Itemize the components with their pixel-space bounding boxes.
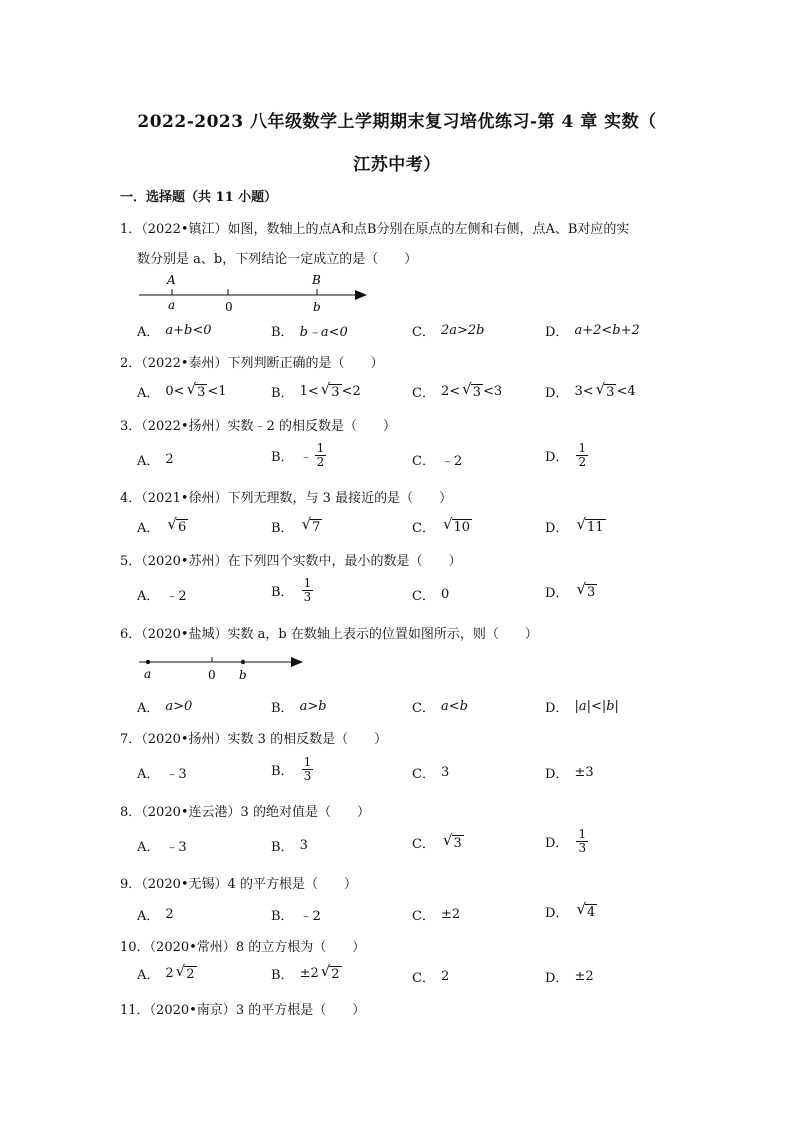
option-letter: B． bbox=[271, 701, 294, 716]
axis-arrow bbox=[291, 657, 303, 667]
option-C[interactable] bbox=[412, 967, 449, 986]
question-number: 9． bbox=[120, 877, 142, 892]
sqrt-expression: √ 6 bbox=[167, 515, 187, 536]
option-letter: C． bbox=[412, 837, 435, 852]
radicand: 7 bbox=[312, 520, 321, 536]
option-C[interactable] bbox=[412, 321, 484, 340]
option-sign: ﹣ bbox=[299, 449, 313, 465]
option-B[interactable] bbox=[271, 517, 322, 536]
sqrt-expression: √ 3 bbox=[320, 380, 340, 401]
radicand: 3 bbox=[197, 385, 206, 401]
question-number: 6． bbox=[120, 627, 142, 642]
label-a: a bbox=[168, 298, 176, 312]
option-letter: A． bbox=[137, 767, 160, 782]
sqrt-expression: √ 3 bbox=[576, 580, 596, 601]
question-text: 如图，数轴上的点A和点B分别在原点的左侧和右侧，点A、B对应的实 bbox=[227, 222, 630, 237]
option-value: ±2 bbox=[440, 907, 461, 922]
question-source: （2020•常州） bbox=[149, 940, 236, 955]
option-C[interactable] bbox=[412, 450, 462, 469]
question-number: 2． bbox=[120, 356, 142, 371]
option-D[interactable] bbox=[545, 382, 636, 401]
option-C[interactable] bbox=[412, 382, 502, 401]
option-letter: B． bbox=[271, 840, 294, 855]
denominator: 3 bbox=[303, 589, 312, 604]
option-D[interactable] bbox=[545, 967, 594, 986]
option-letter: C． bbox=[412, 701, 435, 716]
question-2 bbox=[120, 352, 384, 371]
radicand: 3 bbox=[331, 385, 340, 401]
option-B[interactable] bbox=[271, 382, 361, 401]
radicand: 10 bbox=[453, 520, 471, 536]
option-value: b﹣a<0 bbox=[299, 325, 348, 340]
sqrt-expression: √ 3 bbox=[186, 380, 206, 401]
question-text: 3 的平方根是（ ） bbox=[235, 1003, 366, 1018]
question-6 bbox=[120, 623, 538, 642]
option-B[interactable] bbox=[271, 442, 328, 468]
question-source: （2020•南京） bbox=[149, 1003, 236, 1018]
fraction bbox=[302, 577, 314, 603]
question-text: 在下列四个实数中，最小的数是（ ） bbox=[227, 554, 462, 569]
label-zero: 0 bbox=[208, 668, 216, 682]
option-value: ﹣3 bbox=[165, 767, 187, 782]
question-text: 下列判断正确的是（ ） bbox=[227, 356, 384, 371]
option-value: 2 bbox=[440, 969, 450, 984]
option-letter: B． bbox=[271, 521, 294, 536]
page-title-line2: 江苏中考） bbox=[353, 155, 441, 175]
question-text: 3 的绝对值是（ ） bbox=[240, 805, 370, 820]
question-source: （2022•泰州） bbox=[141, 356, 228, 371]
option-A[interactable] bbox=[137, 905, 174, 924]
question-text: 8 的立方根为（ ） bbox=[235, 940, 366, 955]
option-A[interactable] bbox=[137, 697, 192, 716]
sqrt-expression: √ 10 bbox=[442, 515, 471, 536]
option-C[interactable] bbox=[412, 585, 449, 604]
option-value: a>0 bbox=[165, 699, 193, 714]
label-A: A bbox=[167, 273, 176, 287]
option-value: 2 bbox=[165, 452, 174, 467]
question-text: 下列无理数，与 3 最接近的是（ ） bbox=[227, 491, 453, 506]
option-letter: D． bbox=[545, 971, 569, 986]
number-line-figure-6 bbox=[135, 651, 315, 685]
radicand: 2 bbox=[331, 967, 340, 983]
question-number: 4． bbox=[120, 491, 142, 506]
option-A[interactable] bbox=[137, 964, 197, 983]
question-9 bbox=[120, 873, 357, 892]
option-C[interactable] bbox=[412, 697, 468, 716]
sqrt-expression: √ 3 bbox=[595, 380, 615, 401]
option-letter: C． bbox=[412, 589, 435, 604]
option-value: 0< bbox=[165, 384, 185, 399]
option-value: 3< bbox=[574, 384, 594, 399]
label-zero: 0 bbox=[225, 300, 233, 314]
fraction bbox=[315, 442, 327, 468]
option-C[interactable] bbox=[412, 833, 464, 852]
option-letter: A． bbox=[137, 386, 160, 401]
radicand: 4 bbox=[587, 905, 596, 921]
option-B[interactable] bbox=[271, 756, 315, 782]
option-letter: A． bbox=[137, 909, 160, 924]
option-value: ﹣2 bbox=[165, 589, 187, 604]
question-8 bbox=[120, 801, 370, 820]
sqrt-expression: √ 3 bbox=[442, 831, 462, 852]
option-B[interactable] bbox=[271, 321, 348, 340]
label-B: B bbox=[312, 273, 321, 287]
number-line-figure-1 bbox=[135, 271, 375, 315]
numerator: 1 bbox=[303, 576, 312, 590]
option-letter: B． bbox=[271, 968, 294, 983]
option-value: 0 bbox=[440, 587, 450, 602]
question-text: 4 的平方根是（ ） bbox=[227, 877, 357, 892]
option-letter: D． bbox=[545, 449, 569, 465]
radicand: 6 bbox=[177, 520, 187, 536]
sqrt-expression: √ 2 bbox=[320, 962, 340, 983]
option-letter: C． bbox=[412, 386, 435, 401]
option-letter: D． bbox=[545, 701, 569, 716]
label-a: a bbox=[144, 667, 152, 681]
option-value: 3 bbox=[299, 838, 308, 853]
option-A[interactable] bbox=[137, 517, 188, 536]
fraction bbox=[576, 828, 588, 854]
sqrt-expression: √ 2 bbox=[175, 962, 195, 983]
sqrt-expression: √ 4 bbox=[576, 900, 596, 921]
option-A[interactable] bbox=[137, 836, 187, 855]
option-value: 2 bbox=[165, 907, 174, 922]
option-value: ﹣3 bbox=[165, 840, 187, 855]
question-source: （2020•苏州） bbox=[141, 554, 228, 569]
option-value: <2 bbox=[341, 384, 361, 399]
option-letter: B． bbox=[271, 909, 294, 924]
option-letter: A． bbox=[137, 840, 160, 855]
sqrt-expression: √ 11 bbox=[576, 515, 604, 536]
question-source: （2020•扬州） bbox=[141, 732, 228, 747]
option-letter: D． bbox=[545, 386, 569, 401]
option-A[interactable] bbox=[137, 382, 227, 401]
option-value: |a|<|b| bbox=[574, 699, 619, 714]
question-source: （2022•镇江） bbox=[141, 222, 228, 237]
numerator: 1 bbox=[316, 441, 325, 455]
question-3 bbox=[120, 415, 396, 434]
option-letter: C． bbox=[412, 521, 435, 536]
option-value: 1< bbox=[299, 384, 319, 399]
option-letter: C． bbox=[412, 971, 435, 986]
option-value: 3 bbox=[440, 765, 450, 780]
option-letter: A． bbox=[137, 701, 160, 716]
option-A[interactable] bbox=[137, 321, 212, 340]
option-letter: A． bbox=[137, 325, 160, 340]
question-text: 实数﹣2 的相反数是（ ） bbox=[227, 419, 396, 434]
fraction bbox=[302, 756, 314, 782]
option-C[interactable] bbox=[412, 905, 460, 924]
numerator: 1 bbox=[303, 755, 312, 769]
option-letter: D． bbox=[545, 325, 569, 340]
radicand: 2 bbox=[186, 967, 195, 983]
question-5 bbox=[120, 550, 462, 569]
denominator: 3 bbox=[303, 768, 312, 783]
sqrt-expression: √ 7 bbox=[301, 515, 321, 536]
option-letter: A． bbox=[137, 521, 160, 536]
question-10 bbox=[120, 936, 365, 955]
radicand: 11 bbox=[587, 520, 604, 536]
option-value: ﹣2 bbox=[299, 909, 321, 924]
option-A[interactable] bbox=[137, 763, 187, 782]
question-11 bbox=[120, 999, 365, 1018]
question-text: 实数 3 的相反数是（ ） bbox=[227, 732, 388, 747]
option-value: <3 bbox=[482, 384, 503, 399]
option-D[interactable] bbox=[545, 517, 606, 536]
section-title: 一．选择题（共 11 小题） bbox=[120, 190, 278, 205]
numerator: 1 bbox=[578, 441, 587, 455]
option-D[interactable] bbox=[545, 582, 597, 601]
option-letter: A． bbox=[137, 454, 160, 469]
question-source: （2022•扬州） bbox=[141, 419, 228, 434]
fraction bbox=[576, 442, 588, 468]
option-value: ±2 bbox=[574, 969, 594, 984]
question-text: 实数 a，b 在数轴上表示的位置如图所示，则（ ） bbox=[227, 627, 538, 642]
question-source: （2020•连云港） bbox=[141, 805, 241, 820]
question-number: 11． bbox=[120, 1003, 150, 1018]
option-letter: B． bbox=[271, 386, 294, 401]
option-D[interactable] bbox=[545, 828, 590, 854]
option-B[interactable] bbox=[271, 577, 315, 603]
option-letter: C． bbox=[412, 767, 435, 782]
option-value: a>b bbox=[299, 699, 327, 714]
option-value: 2< bbox=[440, 384, 461, 399]
option-B[interactable] bbox=[271, 697, 327, 716]
option-D[interactable] bbox=[545, 321, 640, 340]
question-1 bbox=[120, 218, 629, 237]
option-B[interactable] bbox=[271, 964, 342, 983]
option-coefficient: 2 bbox=[165, 966, 174, 981]
question-number: 10． bbox=[120, 940, 150, 955]
sqrt-expression: √ 3 bbox=[462, 380, 481, 401]
question-1-text-cont: 数分别是 a、b，下列结论一定成立的是（ ） bbox=[137, 252, 418, 267]
option-value: 2a>2b bbox=[440, 323, 485, 338]
option-value: a<b bbox=[440, 699, 468, 714]
question-number: 1． bbox=[120, 222, 142, 237]
option-value: <4 bbox=[616, 384, 636, 399]
question-4 bbox=[120, 487, 452, 506]
option-A[interactable] bbox=[137, 585, 187, 604]
option-letter: B． bbox=[271, 325, 294, 340]
question-source: （2020•无锡） bbox=[141, 877, 228, 892]
option-letter: B． bbox=[271, 449, 294, 465]
radicand: 3 bbox=[587, 585, 596, 601]
option-D[interactable] bbox=[545, 763, 594, 782]
option-A[interactable] bbox=[137, 450, 174, 469]
option-letter: D． bbox=[545, 521, 569, 536]
option-value: a+2<b+2 bbox=[574, 323, 640, 338]
point-b bbox=[241, 660, 245, 664]
question-source: （2021•徐州） bbox=[141, 491, 228, 506]
denominator: 2 bbox=[578, 454, 587, 469]
option-letter: D． bbox=[545, 767, 569, 782]
question-source: （2020•盐城） bbox=[141, 627, 228, 642]
label-b: b bbox=[313, 300, 321, 314]
option-D[interactable] bbox=[545, 902, 597, 921]
question-number: 5． bbox=[120, 554, 142, 569]
radicand: 3 bbox=[472, 385, 481, 401]
page-title-line1: 2022-2023 八年级数学上学期期末复习培优练习-第 4 章 实数（ bbox=[137, 112, 657, 132]
radicand: 3 bbox=[606, 385, 615, 401]
denominator: 3 bbox=[578, 840, 587, 855]
option-letter: B． bbox=[271, 763, 294, 779]
option-letter: A． bbox=[137, 968, 160, 983]
option-D[interactable] bbox=[545, 442, 590, 468]
radicand: 3 bbox=[453, 836, 462, 852]
option-C[interactable] bbox=[412, 763, 449, 782]
option-value: ±3 bbox=[574, 765, 594, 780]
option-B[interactable] bbox=[271, 905, 321, 924]
option-C[interactable] bbox=[412, 517, 472, 536]
option-letter: D． bbox=[545, 835, 569, 851]
question-number: 7． bbox=[120, 732, 142, 747]
option-letter: A． bbox=[137, 589, 160, 604]
question-7 bbox=[120, 728, 387, 747]
option-letter: C． bbox=[412, 325, 435, 340]
option-letter: D． bbox=[545, 586, 569, 601]
label-b: b bbox=[239, 668, 247, 682]
option-letter: C． bbox=[412, 909, 435, 924]
denominator: 2 bbox=[316, 454, 325, 469]
option-value: a+b<0 bbox=[165, 323, 212, 338]
question-number: 3． bbox=[120, 419, 142, 434]
option-D[interactable] bbox=[545, 697, 619, 716]
option-coefficient: ±2 bbox=[299, 966, 319, 981]
question-number: 8． bbox=[120, 805, 142, 820]
option-value: <1 bbox=[207, 384, 227, 399]
option-B[interactable] bbox=[271, 836, 308, 855]
option-letter: C． bbox=[412, 454, 435, 469]
option-letter: B． bbox=[271, 584, 294, 600]
axis-arrow bbox=[355, 290, 367, 300]
option-letter: D． bbox=[545, 906, 569, 921]
point-a bbox=[146, 660, 150, 664]
option-value: ﹣2 bbox=[440, 454, 463, 469]
numerator: 1 bbox=[578, 827, 587, 841]
